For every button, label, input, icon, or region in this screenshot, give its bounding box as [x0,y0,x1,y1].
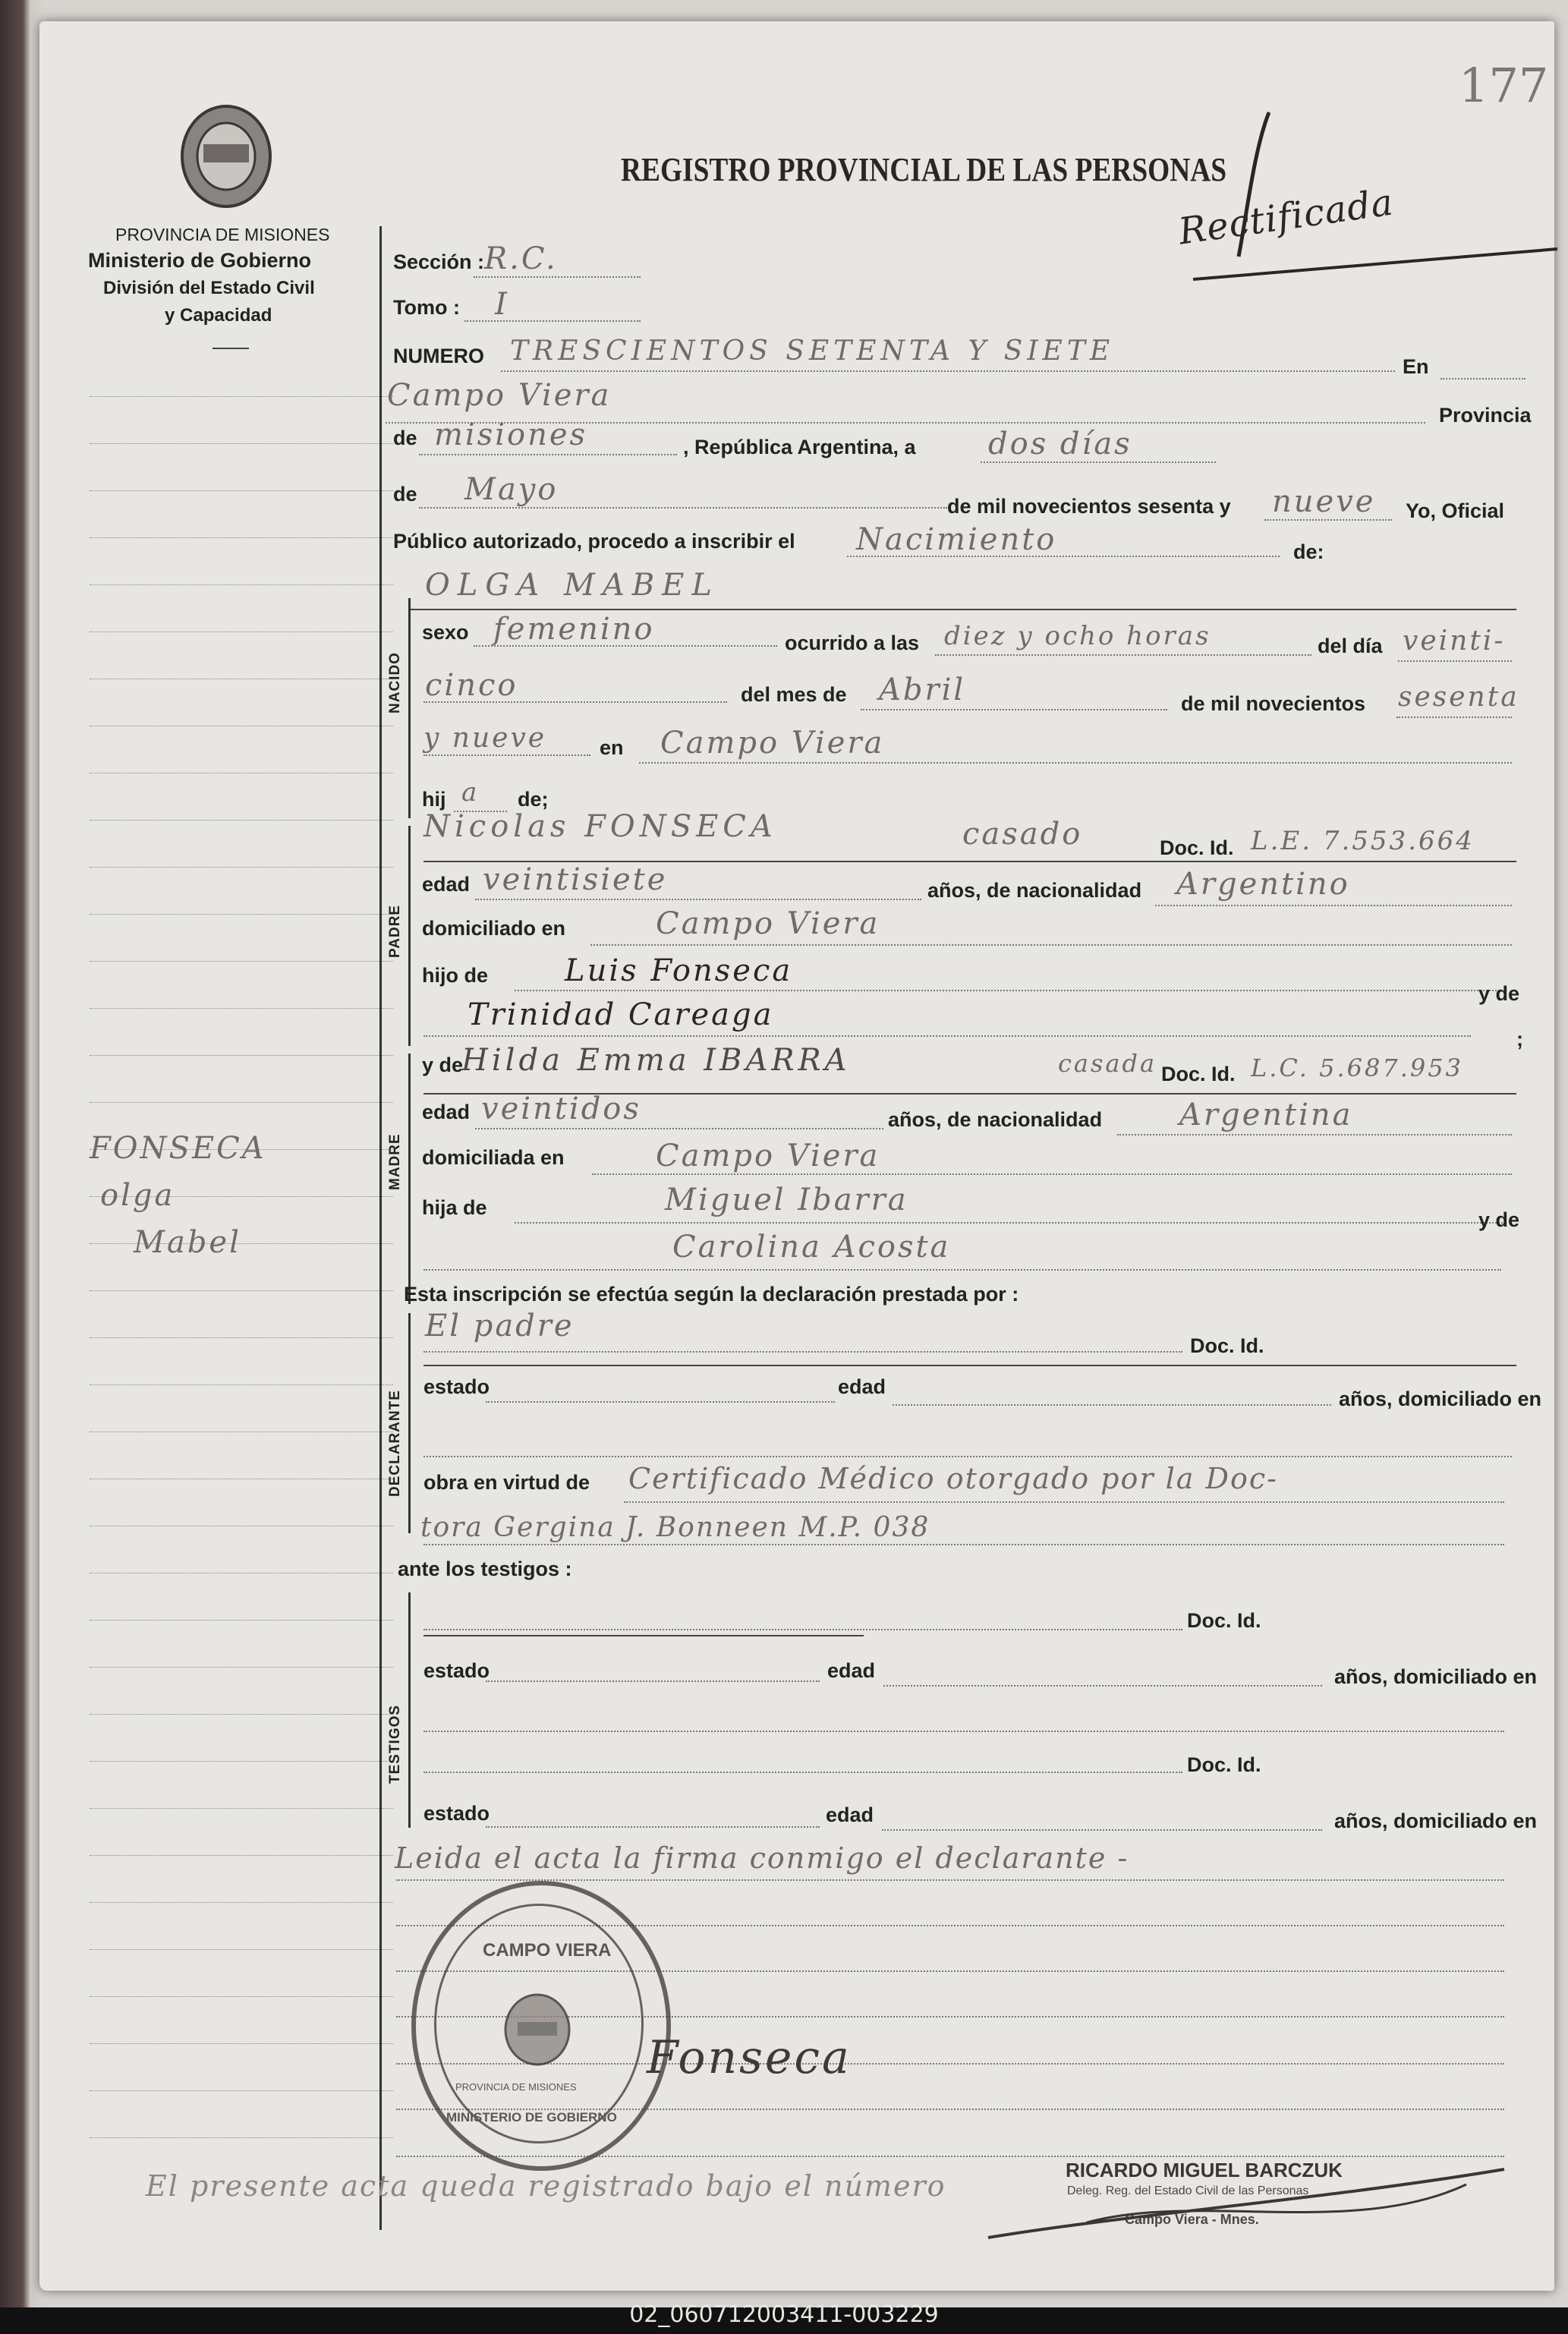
nota-pie-value: El presente acta queda registrado bajo el número [146,2169,946,2203]
obra-value-1: Certificado Médico otorgado por la Doc- [628,1462,1278,1495]
side-label-testigos: TESTIGOS [387,1704,403,1784]
oficial-title: Deleg. Reg. del Estado Civil de las Personas [1067,2184,1309,2197]
tomo-value: I [495,287,509,322]
testigo2-doc-label: Doc. Id. [1187,1753,1261,1776]
side-label-nacido: NACIDO [387,652,403,713]
de-label-1: de [393,427,417,449]
madre-edad-label: edad [422,1101,471,1123]
declarante-value: El padre [425,1309,575,1343]
header-province: PROVINCIA DE MISIONES [115,225,330,244]
coat-of-arms-emblem [173,97,279,219]
lugar-value: Campo Viera [387,378,612,413]
nombre-value: OLGA MABEL [425,568,719,603]
left-form-border [379,226,382,2230]
madre-nac-label: años, de nacionalidad [888,1108,1103,1131]
padre-value: Nicolas FONSECA [423,809,777,844]
en-label: En [1403,355,1429,378]
padre-edad-label: edad [422,873,471,896]
en-label-2: en [600,736,624,759]
document-title: REGISTRO PROVINCIAL DE LAS PERSONAS [621,151,1227,188]
testigo1-anos-label: años, domiciliado en [1334,1665,1538,1688]
del-mes-label: del mes de [741,683,847,706]
madre-doc-value: L.C. 5.687.953 [1251,1054,1463,1082]
dia-value: dos días [988,427,1132,461]
seal-text-province: PROVINCIA DE MISIONES [455,2081,577,2093]
madre-dom-label: domiciliada en [422,1146,565,1169]
madre-estado-value: casada [1058,1049,1157,1078]
padre-hijo-de-value-1: Luis Fonseca [565,953,793,988]
hij-label: hij [422,788,446,811]
padre-nac-label: años, de nacionalidad [927,879,1142,902]
sexo-value: femenino [493,612,655,647]
acto-value: Nacimiento [856,522,1057,557]
margin-surname: FONSECA [90,1131,266,1166]
testigo1-estado-label: estado [423,1659,490,1682]
ocurrido-label: ocurrido a las [785,632,920,654]
de-semi-label: de; [518,788,549,811]
cierre-value: Leida el acta la firma conmigo el declarante - [395,1841,1129,1875]
madre-dom-value: Campo Viera [656,1139,880,1173]
side-label-madre: MADRE [387,1133,403,1190]
rectificada-strokes [1178,105,1568,287]
sexo-label: sexo [422,621,469,644]
provincia-label: Provincia [1439,404,1532,427]
madre-hija-de-value-2: Carolina Acosta [672,1230,951,1265]
anio-nac-value-2: y nueve [423,723,547,754]
inscripcion-label: Esta inscripción se efectúa según la declaración prestada por : [404,1283,1019,1306]
padre-semicolon: ; [1516,1028,1523,1050]
tomo-label: Tomo : [393,296,460,319]
testigo2-estado-label: estado [423,1802,490,1825]
anio-value: nueve [1272,484,1376,519]
numero-label: NUMERO [393,345,484,367]
testigos-label: ante los testigos : [398,1558,572,1580]
numero-value: TRESCIENTOS SETENTA Y SIETE [510,335,1115,367]
seal-emblem [499,1992,575,2068]
padre-y-de-label: y de [1478,982,1520,1005]
hora-value: diez y ocho horas [944,621,1211,651]
lugar-nac-value: Campo Viera [660,726,885,761]
provincia-value: misiones [434,417,588,452]
madre-hija-de-label: hija de [422,1196,487,1219]
declarante-doc-label: Doc. Id. [1190,1334,1264,1357]
testigo2-edad-label: edad [826,1803,874,1826]
madre-edad-value: veintidos [481,1091,641,1126]
padre-hijo-de-label: hijo de [422,964,488,987]
testigo1-doc-label: Doc. Id. [1187,1609,1261,1632]
padre-dom-value: Campo Viera [656,906,880,941]
seccion-value: R.C. [484,241,558,276]
padre-hijo-de-value-2: Trinidad Careaga [468,997,774,1032]
seal-text-center: CAMPO VIERA [483,1940,612,1961]
de-colon-label: de: [1293,540,1324,563]
madre-y-de-label-2: y de [1478,1208,1520,1231]
margin-name-1: olga [100,1178,175,1213]
publico-label: Público autorizado, procedo a inscribir el [393,530,795,553]
testigo1-edad-label: edad [827,1659,876,1682]
nacido-border [408,598,411,818]
declarante-anos-label: años, domiciliado en [1339,1387,1542,1410]
anio-nac-value-1: sesenta [1398,682,1519,713]
obra-label: obra en virtud de [423,1471,590,1494]
declarante-estado-label: estado [423,1375,490,1398]
declarante-border [408,1313,411,1533]
scan-footer-id: 02_060712003411-003229 [629,2301,939,2328]
padre-dom-label: domiciliado en [422,917,566,940]
madre-border [408,1054,411,1304]
madre-value: Hilda Emma IBARRA [461,1043,851,1078]
page-number: 177 [1459,58,1549,113]
hij-value: a [461,777,480,808]
padre-estado-value: casado [962,817,1083,852]
dia-nac-value-1: veinti- [1403,625,1506,657]
padre-doc-value: L.E. 7.553.664 [1251,826,1475,856]
mes-nac-value: Abril [879,672,966,707]
de-mil-label: de mil novecientos sesenta y [947,495,1231,518]
del-dia-label: del día [1318,635,1383,657]
padre-doc-label: Doc. Id. [1160,836,1234,859]
oficial-location: Campo Viera - Mnes. [1125,2212,1259,2227]
de-label-2: de [393,483,417,506]
de-mil-nov-label: de mil novecientos [1181,692,1366,715]
register-page [39,21,1554,2291]
republica-label: , República Argentina, a [683,436,916,458]
declarante-edad-label: edad [838,1375,886,1398]
padre-border [408,826,411,1046]
header-divider [213,348,249,349]
testigo2-anos-label: años, domiciliado en [1334,1810,1538,1832]
seal-text-ministry: MINISTERIO DE GOBIERNO [446,2110,617,2125]
obra-value-2: tora Gergina J. Bonneen M.P. 038 [420,1512,930,1543]
madre-doc-label: Doc. Id. [1161,1063,1236,1085]
madre-y-de-label: y de [422,1054,464,1076]
margin-name-2: Mabel [134,1225,241,1260]
dia-nac-value-2: cinco [425,668,518,703]
side-label-padre: PADRE [387,904,403,958]
testigos-border [408,1592,411,1828]
seccion-label: Sección : [393,250,485,273]
oficial-name: RICARDO MIGUEL BARCZUK [1066,2159,1343,2181]
oficial-signature-strokes [973,2147,1519,2253]
header-capacity: y Capacidad [165,305,272,326]
declarant-signature: Fonseca [647,2031,852,2084]
header-ministry: Ministerio de Gobierno [88,249,312,272]
side-label-declarante: DECLARANTE [387,1390,403,1497]
rectificada-note: Rectificada [1176,181,1396,254]
mes-value: Mayo [464,472,559,507]
madre-hija-de-value-1: Miguel Ibarra [665,1183,908,1217]
padre-edad-value: veintisiete [483,862,668,897]
header-division: División del Estado Civil [103,278,315,298]
official-seal-stamp [411,1881,671,2171]
yo-oficial-label: Yo, Oficial [1406,499,1505,522]
madre-nac-value: Argentina [1179,1098,1353,1132]
padre-nac-value: Argentino [1176,867,1350,902]
